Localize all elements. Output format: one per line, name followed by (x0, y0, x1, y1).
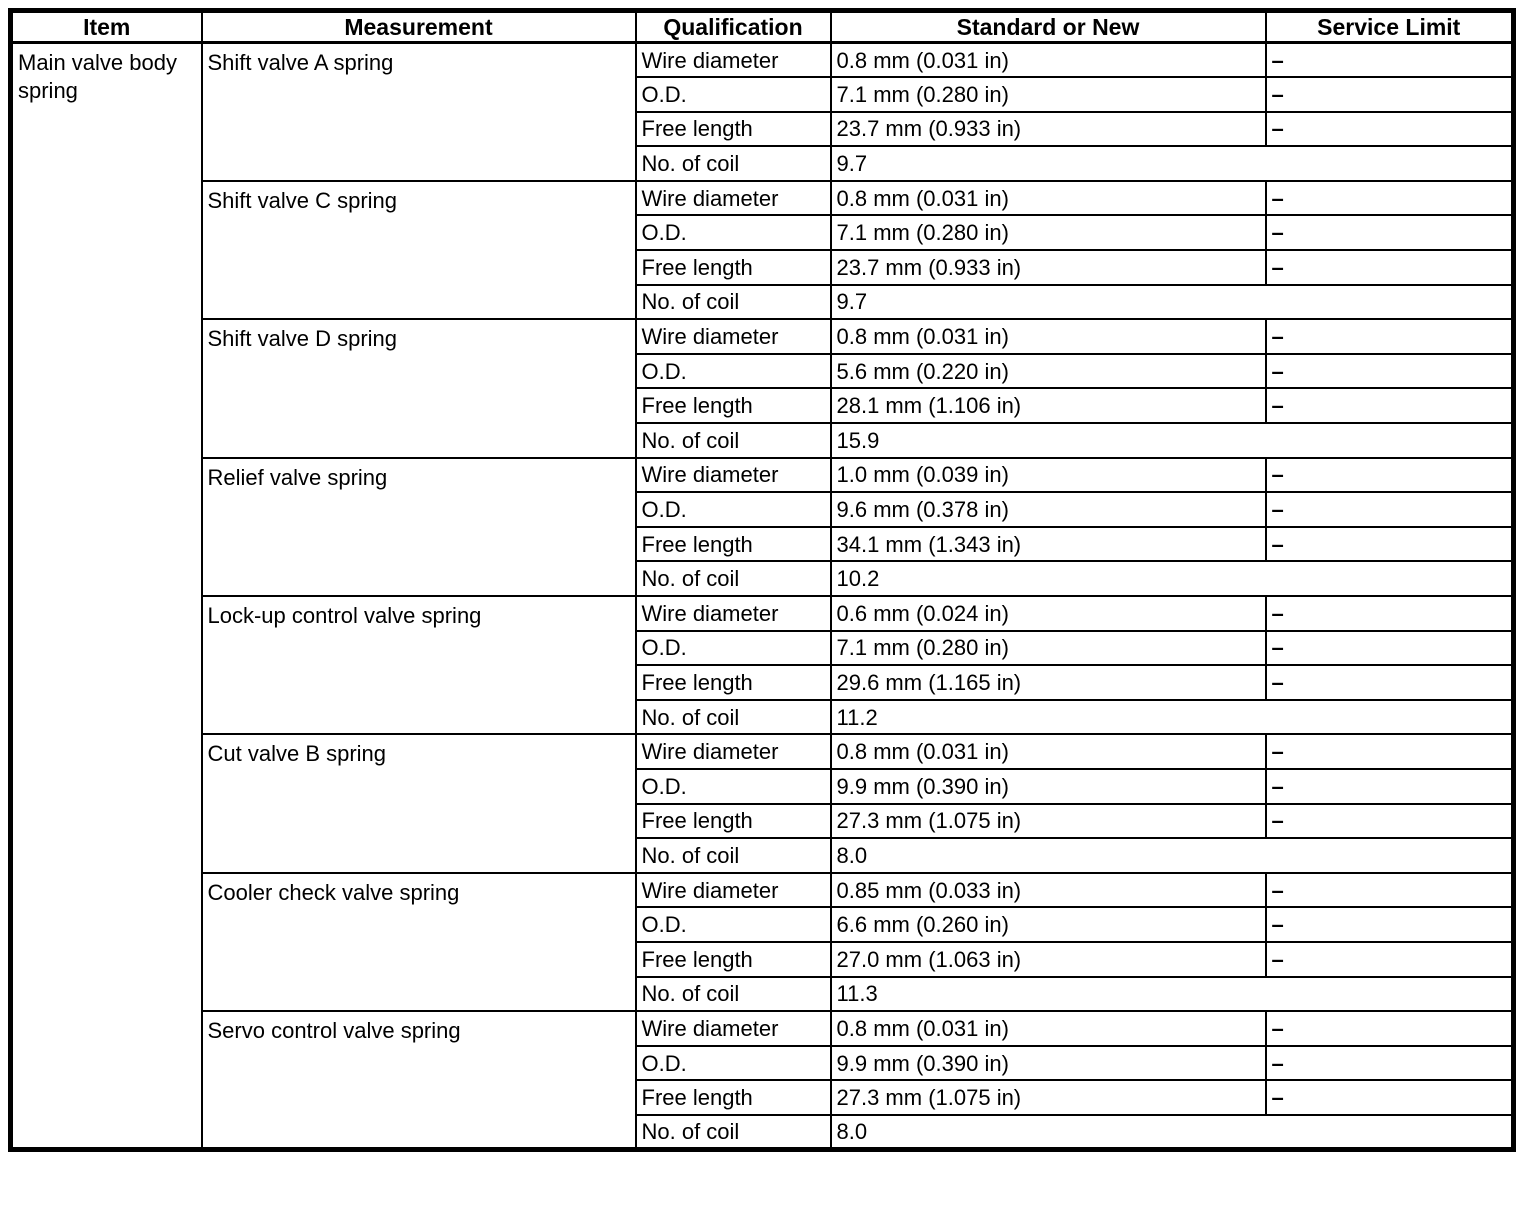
service-limit-cell: – (1266, 1080, 1514, 1115)
table-row (11, 1011, 1514, 1046)
qualification-cell: Wire diameter (636, 43, 831, 78)
measurement-cell: Relief valve spring (202, 458, 636, 596)
standard-cell: 0.8 mm (0.031 in) (831, 734, 1266, 769)
standard-cell: 0.6 mm (0.024 in) (831, 596, 1266, 631)
qualification-cell: Free length (636, 665, 831, 700)
standard-cell: 1.0 mm (0.039 in) (831, 458, 1266, 493)
standard-cell: 27.3 mm (1.075 in) (831, 1080, 1266, 1115)
standard-cell: 0.8 mm (0.031 in) (831, 181, 1266, 216)
service-limit-cell: – (1266, 77, 1514, 112)
standard-cell: 23.7 mm (0.933 in) (831, 250, 1266, 285)
service-limit-cell: – (1266, 769, 1514, 804)
standard-cell: 7.1 mm (0.280 in) (831, 77, 1266, 112)
qualification-cell: O.D. (636, 354, 831, 389)
service-limit-cell: – (1266, 43, 1514, 78)
standard-cell: 7.1 mm (0.280 in) (831, 631, 1266, 666)
service-limit-cell: – (1266, 596, 1514, 631)
qualification-cell: Free length (636, 1080, 831, 1115)
qualification-cell: No. of coil (636, 561, 831, 596)
qualification-cell: No. of coil (636, 423, 831, 458)
table-row (11, 181, 1514, 216)
qualification-cell: O.D. (636, 631, 831, 666)
qualification-cell: O.D. (636, 215, 831, 250)
standard-cell: 23.7 mm (0.933 in) (831, 112, 1266, 147)
column-header-item: Item (11, 11, 202, 43)
table-row (11, 596, 1514, 631)
standard-cell: 8.0 (831, 838, 1514, 873)
service-limit-cell: – (1266, 907, 1514, 942)
qualification-cell: Wire diameter (636, 596, 831, 631)
service-limit-cell: – (1266, 1046, 1514, 1081)
standard-cell: 9.9 mm (0.390 in) (831, 1046, 1266, 1081)
measurement-cell: Cooler check valve spring (202, 873, 636, 1011)
service-limit-cell: – (1266, 665, 1514, 700)
service-limit-cell: – (1266, 388, 1514, 423)
table-row (11, 43, 1514, 78)
standard-cell: 5.6 mm (0.220 in) (831, 354, 1266, 389)
standard-cell: 0.8 mm (0.031 in) (831, 319, 1266, 354)
column-header-standard: Standard or New (831, 11, 1266, 43)
qualification-cell: No. of coil (636, 977, 831, 1012)
standard-cell: 9.7 (831, 146, 1514, 181)
table-row (11, 873, 1514, 908)
service-limit-cell: – (1266, 319, 1514, 354)
table-row (11, 734, 1514, 769)
service-limit-cell: – (1266, 942, 1514, 977)
standard-cell: 7.1 mm (0.280 in) (831, 215, 1266, 250)
measurement-cell: Cut valve B spring (202, 734, 636, 872)
standard-cell: 11.3 (831, 977, 1514, 1012)
standard-cell: 0.8 mm (0.031 in) (831, 43, 1266, 78)
service-limit-cell: – (1266, 631, 1514, 666)
qualification-cell: O.D. (636, 907, 831, 942)
table-row (11, 319, 1514, 354)
qualification-cell: O.D. (636, 769, 831, 804)
standard-cell: 10.2 (831, 561, 1514, 596)
measurement-cell: Shift valve A spring (202, 43, 636, 181)
service-limit-cell: – (1266, 215, 1514, 250)
standard-cell: 29.6 mm (1.165 in) (831, 665, 1266, 700)
standard-cell: 27.0 mm (1.063 in) (831, 942, 1266, 977)
standard-cell: 6.6 mm (0.260 in) (831, 907, 1266, 942)
qualification-cell: No. of coil (636, 285, 831, 320)
qualification-cell: Free length (636, 112, 831, 147)
service-limit-cell: – (1266, 804, 1514, 839)
service-limit-cell: – (1266, 492, 1514, 527)
qualification-cell: Free length (636, 388, 831, 423)
qualification-cell: O.D. (636, 1046, 831, 1081)
qualification-cell: O.D. (636, 77, 831, 112)
standard-cell: 15.9 (831, 423, 1514, 458)
qualification-cell: Free length (636, 942, 831, 977)
measurement-cell: Shift valve C spring (202, 181, 636, 319)
service-limit-cell: – (1266, 1011, 1514, 1046)
standard-cell: 27.3 mm (1.075 in) (831, 804, 1266, 839)
standard-cell: 9.6 mm (0.378 in) (831, 492, 1266, 527)
standard-cell: 34.1 mm (1.343 in) (831, 527, 1266, 562)
header-row (11, 11, 1514, 43)
qualification-cell: Free length (636, 250, 831, 285)
standard-cell: 0.8 mm (0.031 in) (831, 1011, 1266, 1046)
spec-table (8, 8, 1516, 1152)
table-row (11, 458, 1514, 493)
qualification-cell: Wire diameter (636, 181, 831, 216)
service-limit-cell: – (1266, 734, 1514, 769)
standard-cell: 9.9 mm (0.390 in) (831, 769, 1266, 804)
standard-cell: 9.7 (831, 285, 1514, 320)
service-limit-cell: – (1266, 458, 1514, 493)
standard-cell: 8.0 (831, 1115, 1514, 1150)
measurement-cell: Shift valve D spring (202, 319, 636, 457)
standard-cell: 11.2 (831, 700, 1514, 735)
item-cell: Main valve body spring (11, 43, 202, 1150)
service-limit-cell: – (1266, 527, 1514, 562)
qualification-cell: Wire diameter (636, 873, 831, 908)
service-limit-cell: – (1266, 181, 1514, 216)
qualification-cell: No. of coil (636, 1115, 831, 1150)
qualification-cell: No. of coil (636, 700, 831, 735)
standard-cell: 0.85 mm (0.033 in) (831, 873, 1266, 908)
column-header-measurement: Measurement (202, 11, 636, 43)
measurement-cell: Lock-up control valve spring (202, 596, 636, 734)
qualification-cell: Free length (636, 804, 831, 839)
qualification-cell: O.D. (636, 492, 831, 527)
standard-cell: 28.1 mm (1.106 in) (831, 388, 1266, 423)
service-limit-cell: – (1266, 354, 1514, 389)
column-header-service-limit: Service Limit (1266, 11, 1514, 43)
qualification-cell: Wire diameter (636, 319, 831, 354)
service-limit-cell: – (1266, 873, 1514, 908)
qualification-cell: No. of coil (636, 838, 831, 873)
service-limit-cell: – (1266, 250, 1514, 285)
qualification-cell: No. of coil (636, 146, 831, 181)
qualification-cell: Wire diameter (636, 734, 831, 769)
qualification-cell: Free length (636, 527, 831, 562)
column-header-qualification: Qualification (636, 11, 831, 43)
qualification-cell: Wire diameter (636, 1011, 831, 1046)
measurement-cell: Servo control valve spring (202, 1011, 636, 1149)
qualification-cell: Wire diameter (636, 458, 831, 493)
service-limit-cell: – (1266, 112, 1514, 147)
